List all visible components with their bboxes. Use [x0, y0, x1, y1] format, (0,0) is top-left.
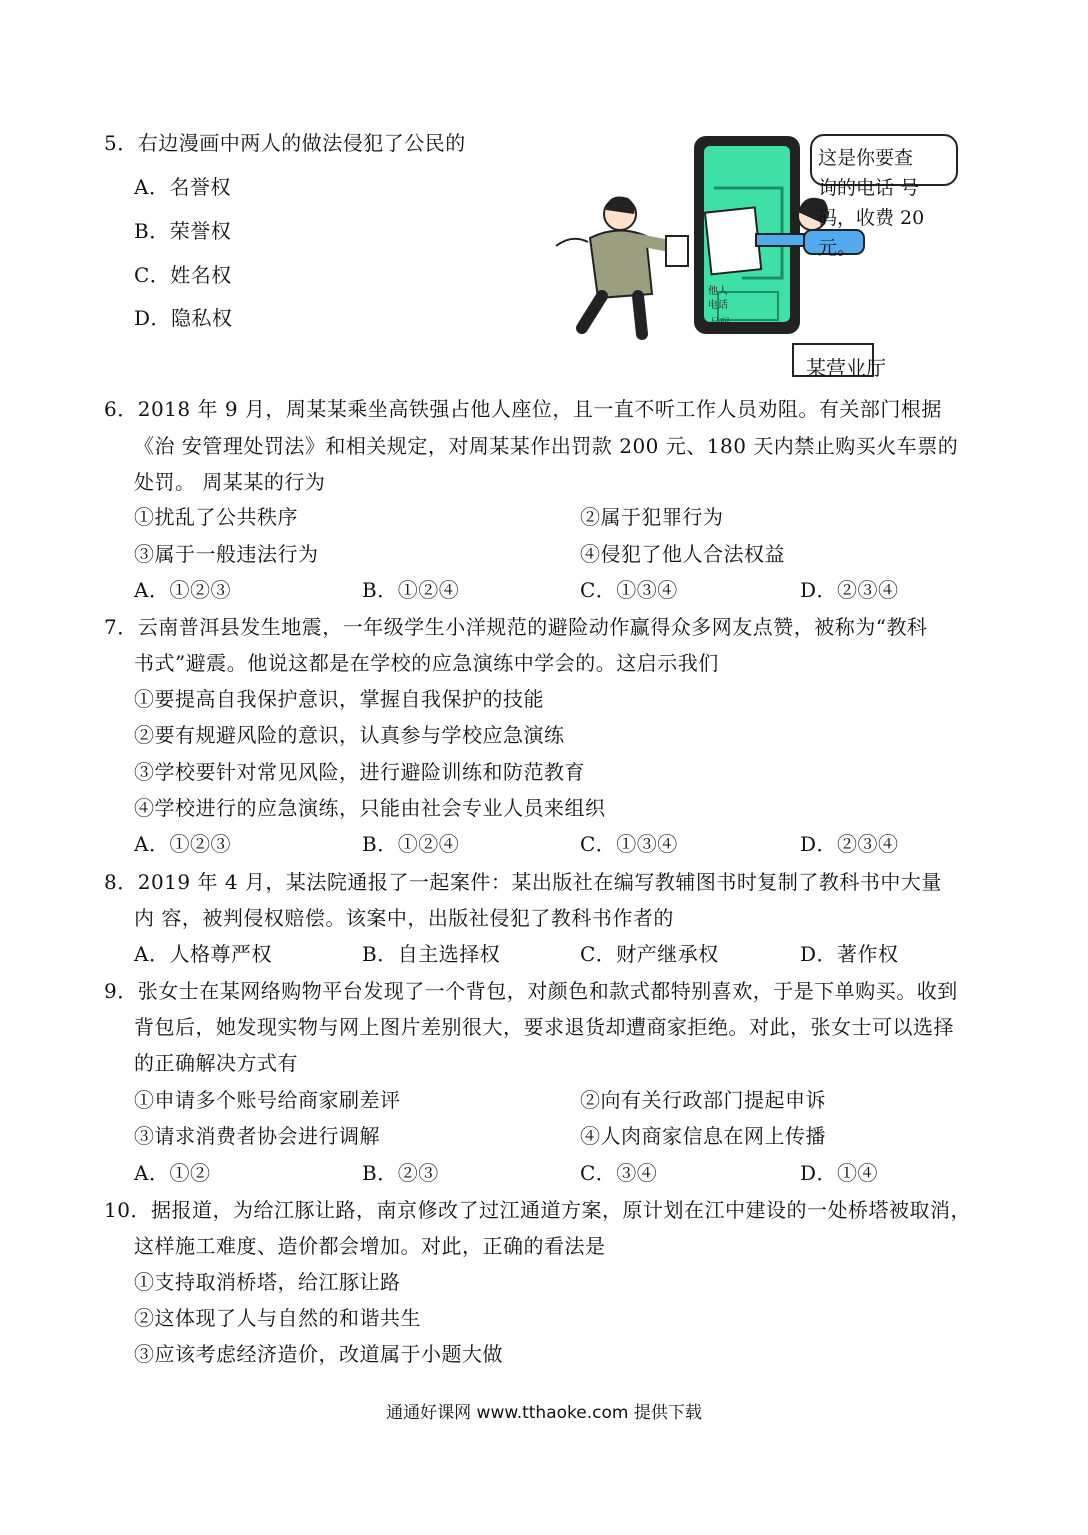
q5-stem: 5．右边漫画中两人的做法侵犯了公民的 [104, 131, 466, 155]
phone-label-2: 电话 [708, 300, 728, 311]
q6-statement-3: ③属于一般违法行为 [134, 542, 319, 566]
man-document [666, 236, 688, 266]
q8-line-1: 8．2019 年 4 月，某法院通报了一起案件：某出版社在编写教辅图书时复制了教科书中大量 [104, 870, 942, 894]
q5-option-c: C．姓名权 [134, 263, 232, 287]
q6-statement-4: ④侵犯了他人合法权益 [580, 542, 785, 566]
q6-line-2: 《治 安管理处罚法》和相关规定，对周某某作出罚款 200 元、180 天内禁止购买火车票的 [134, 434, 959, 458]
q5-option-a: A．名誉权 [134, 175, 231, 199]
q8-choice-a: A．人格尊严权 [134, 942, 272, 966]
q7-line-2: 书式”避震。他说这都是在学校的应急演练中学会的。这启示我们 [134, 651, 719, 675]
q6-choice-b: B．①②④ [362, 578, 460, 602]
paper-sheet [705, 207, 761, 274]
q7-choice-a: A．①②③ [134, 832, 231, 856]
q6-choice-a: A．①②③ [134, 578, 231, 602]
q6-choice-d: D．②③④ [800, 578, 899, 602]
q10-statement-3: ③应该考虑经济造价，改道属于小题大做 [134, 1342, 503, 1366]
bubble-line-3: 码，收费 20 [818, 207, 925, 229]
q7-choice-c: C．①③④ [580, 832, 678, 856]
q9-line-1: 9．张女士在某网络购物平台发现了一个背包，对颜色和款式都特别喜欢，于是下单购买。收到 [104, 979, 958, 1003]
q6-statement-2: ②属于犯罪行为 [580, 505, 724, 529]
q7-line-1: 7．云南普洱县发生地震，一年级学生小洋规范的避险动作赢得众多网友点赞，被称为“教科 [104, 615, 928, 639]
q9-statement-3: ③请求消费者协会进行调解 [134, 1124, 380, 1148]
q9-choice-a: A．①② [134, 1161, 211, 1185]
q6-statement-1: ①扰乱了公共秩序 [134, 505, 298, 529]
q9-statement-2: ②向有关行政部门提起申诉 [580, 1088, 826, 1112]
q9-statement-1: ①申请多个账号给商家刷差评 [134, 1088, 401, 1112]
bubble-line-4: 元。 [818, 237, 857, 259]
q9-choice-c: C．③④ [580, 1161, 658, 1185]
q8-line-2: 内 容，被判侵权赔偿。该案中，出版社侵犯了教科书作者的 [134, 906, 674, 930]
q6-choice-c: C．①③④ [580, 578, 678, 602]
q9-line-2: 背包后，她发现实物与网上图片差别很大，要求退货却遭商家拒绝。对此，张女士可以选择 [134, 1015, 954, 1039]
q6-line-3: 处罚。 周某某的行为 [134, 470, 326, 494]
q7-choice-d: D．②③④ [800, 832, 899, 856]
q7-choice-b: B．①②④ [362, 832, 460, 856]
phone-label-3: 号码 [710, 318, 730, 329]
bubble-line-2: 询的电话 号 [818, 177, 920, 199]
q10-line-1: 10．据报道，为给江豚让路，南京修改了过江通道方案，原计划在江中建设的一处桥塔被取消， [104, 1198, 971, 1222]
q5-option-d: D．隐私权 [134, 306, 233, 330]
bubble-line-1: 这是你要查 [818, 147, 914, 169]
q9-choice-b: B．②③ [362, 1161, 439, 1185]
q8-choice-c: C．财产继承权 [580, 942, 719, 966]
q7-statement-2: ②要有规避风险的意识，认真参与学校应急演练 [134, 723, 565, 747]
page-footer: 通通好课网 www.tthaoke.com 提供下载 [386, 1403, 702, 1423]
q8-choice-b: B．自主选择权 [362, 942, 501, 966]
q10-statement-1: ①支持取消桥塔，给江豚让路 [134, 1270, 401, 1294]
q7-statement-4: ④学校进行的应急演练，只能由社会专业人员来组织 [134, 796, 606, 820]
q9-line-3: 的正确解决方式有 [134, 1051, 298, 1075]
q10-statement-2: ②这体现了人与自然的和谐共生 [134, 1306, 421, 1330]
hall-label: 某营业厅 [806, 356, 886, 380]
q8-choice-d: D．著作权 [800, 942, 899, 966]
q7-statement-3: ③学校要针对常见风险，进行避险训练和防范教育 [134, 760, 585, 784]
q7-statement-1: ①要提高自我保护意识，掌握自我保护的技能 [134, 687, 544, 711]
q6-line-1: 6．2018 年 9 月，周某某乘坐高铁强占他人座位，且一直不听工作人员劝阻。有关部门根据 [104, 397, 942, 421]
q10-line-2: 这样施工难度、造价都会增加。对此，正确的看法是 [134, 1234, 606, 1258]
phone-label-1: 他人 [708, 286, 728, 297]
q5-option-b: B．荣誉权 [134, 219, 232, 243]
q9-statement-4: ④人肉商家信息在网上传播 [580, 1124, 826, 1148]
q9-choice-d: D．①④ [800, 1161, 879, 1185]
